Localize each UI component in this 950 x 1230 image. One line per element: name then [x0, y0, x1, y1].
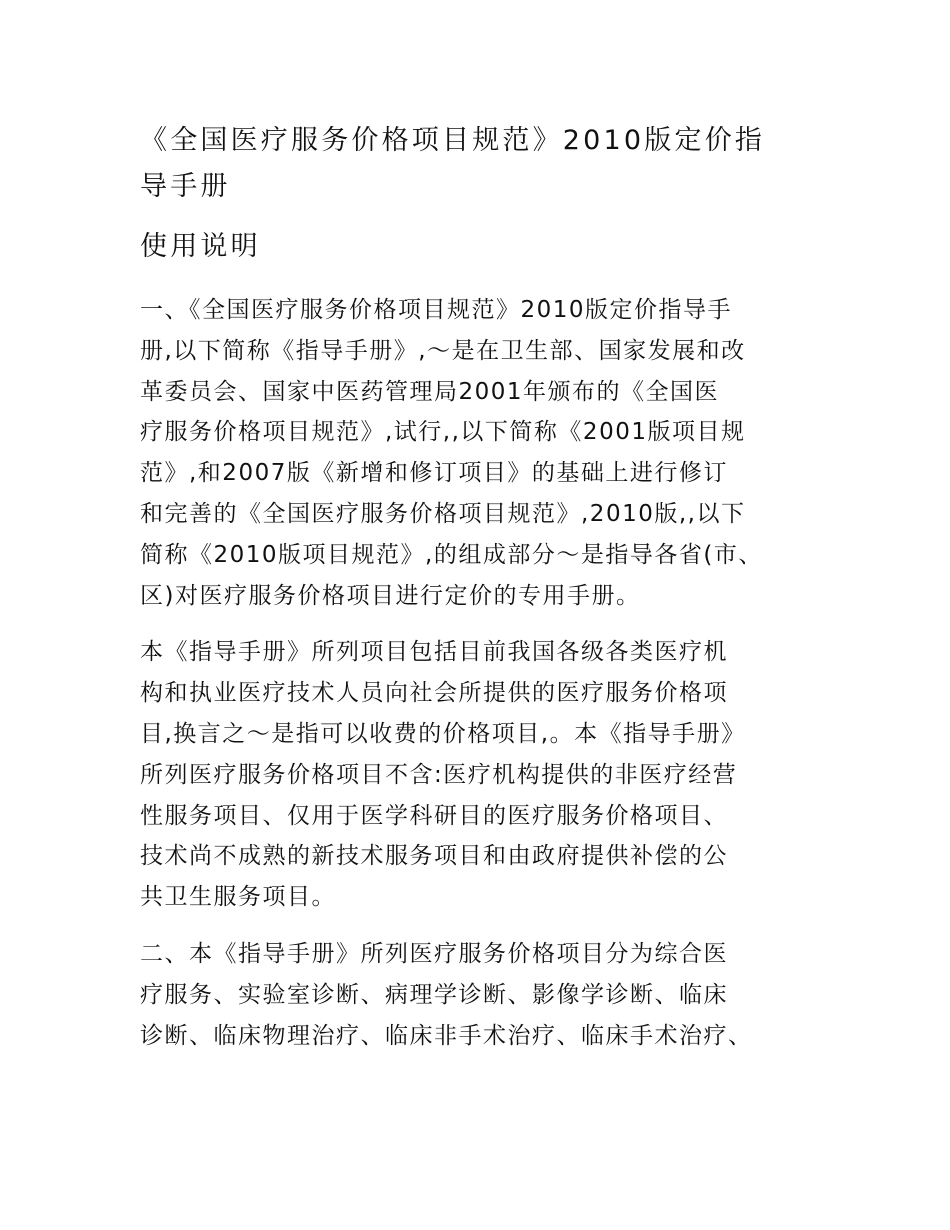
document-title: [140, 118, 812, 210]
paragraph-line: 目,换言之～是指可以收费的价格项目,。本《指导手册》: [140, 720, 746, 747]
paragraph-line: 所列医疗服务价格项目不含:医疗机构提供的非医疗经营: [140, 761, 738, 788]
paragraph-line: 性服务项目、仅用于医学科研目的医疗服务价格项目、: [140, 802, 728, 829]
paragraph-1: [140, 290, 812, 616]
paragraph-line: 革委员会、国家中医药管理局2001年颁布的《全国医: [140, 378, 720, 405]
paragraph-line: 范》,和2007版《新增和修订项目》的基础上进行修订: [140, 460, 728, 487]
paragraph-line: 诊断、临床物理治疗、临床非手术治疗、临床手术治疗、: [140, 1022, 753, 1049]
paragraph-2: [140, 632, 812, 918]
paragraph-line: 构和执业医疗技术人员向社会所提供的医疗服务价格项: [140, 680, 728, 707]
paragraph-line: 共卫生服务项目。: [140, 884, 336, 911]
paragraph-line: 和完善的《全国医疗服务价格项目规范》,2010版,,以下: [140, 500, 746, 527]
paragraph-line: 本《指导手册》所列项目包括目前我国各级各类医疗机: [140, 639, 728, 666]
paragraph-line: 技术尚不成熟的新技术服务项目和由政府提供补偿的公: [140, 843, 728, 870]
section-heading-usage-notes: 使用说明: [140, 231, 261, 262]
paragraph-line: 区)对医疗服务价格项目进行定价的专用手册。: [140, 582, 641, 609]
paragraph-3: [140, 934, 812, 1056]
paragraph-line: 疗服务、实验室诊断、病理学诊断、影像学诊断、临床: [140, 981, 728, 1008]
paragraph-line: 二、本《指导手册》所列医疗服务价格项目分为综合医: [140, 940, 728, 967]
paragraph-line: 疗服务价格项目规范》,试行,,以下简称《2001版项目规: [140, 419, 746, 446]
title-line: 导手册: [140, 171, 231, 202]
paragraph-line: 册,以下简称《指导手册》,～是在卫生部、国家发展和改: [140, 337, 746, 364]
paragraph-line: 简称《2010版项目规范》,的组成部分～是指导各省(市、: [140, 541, 763, 568]
document-page: [140, 118, 812, 1056]
title-line: 《全国医疗服务价格项目规范》2010版定价指: [140, 125, 766, 156]
paragraph-line: 一、《全国医疗服务价格项目规范》2010版定价指导手: [140, 297, 733, 323]
